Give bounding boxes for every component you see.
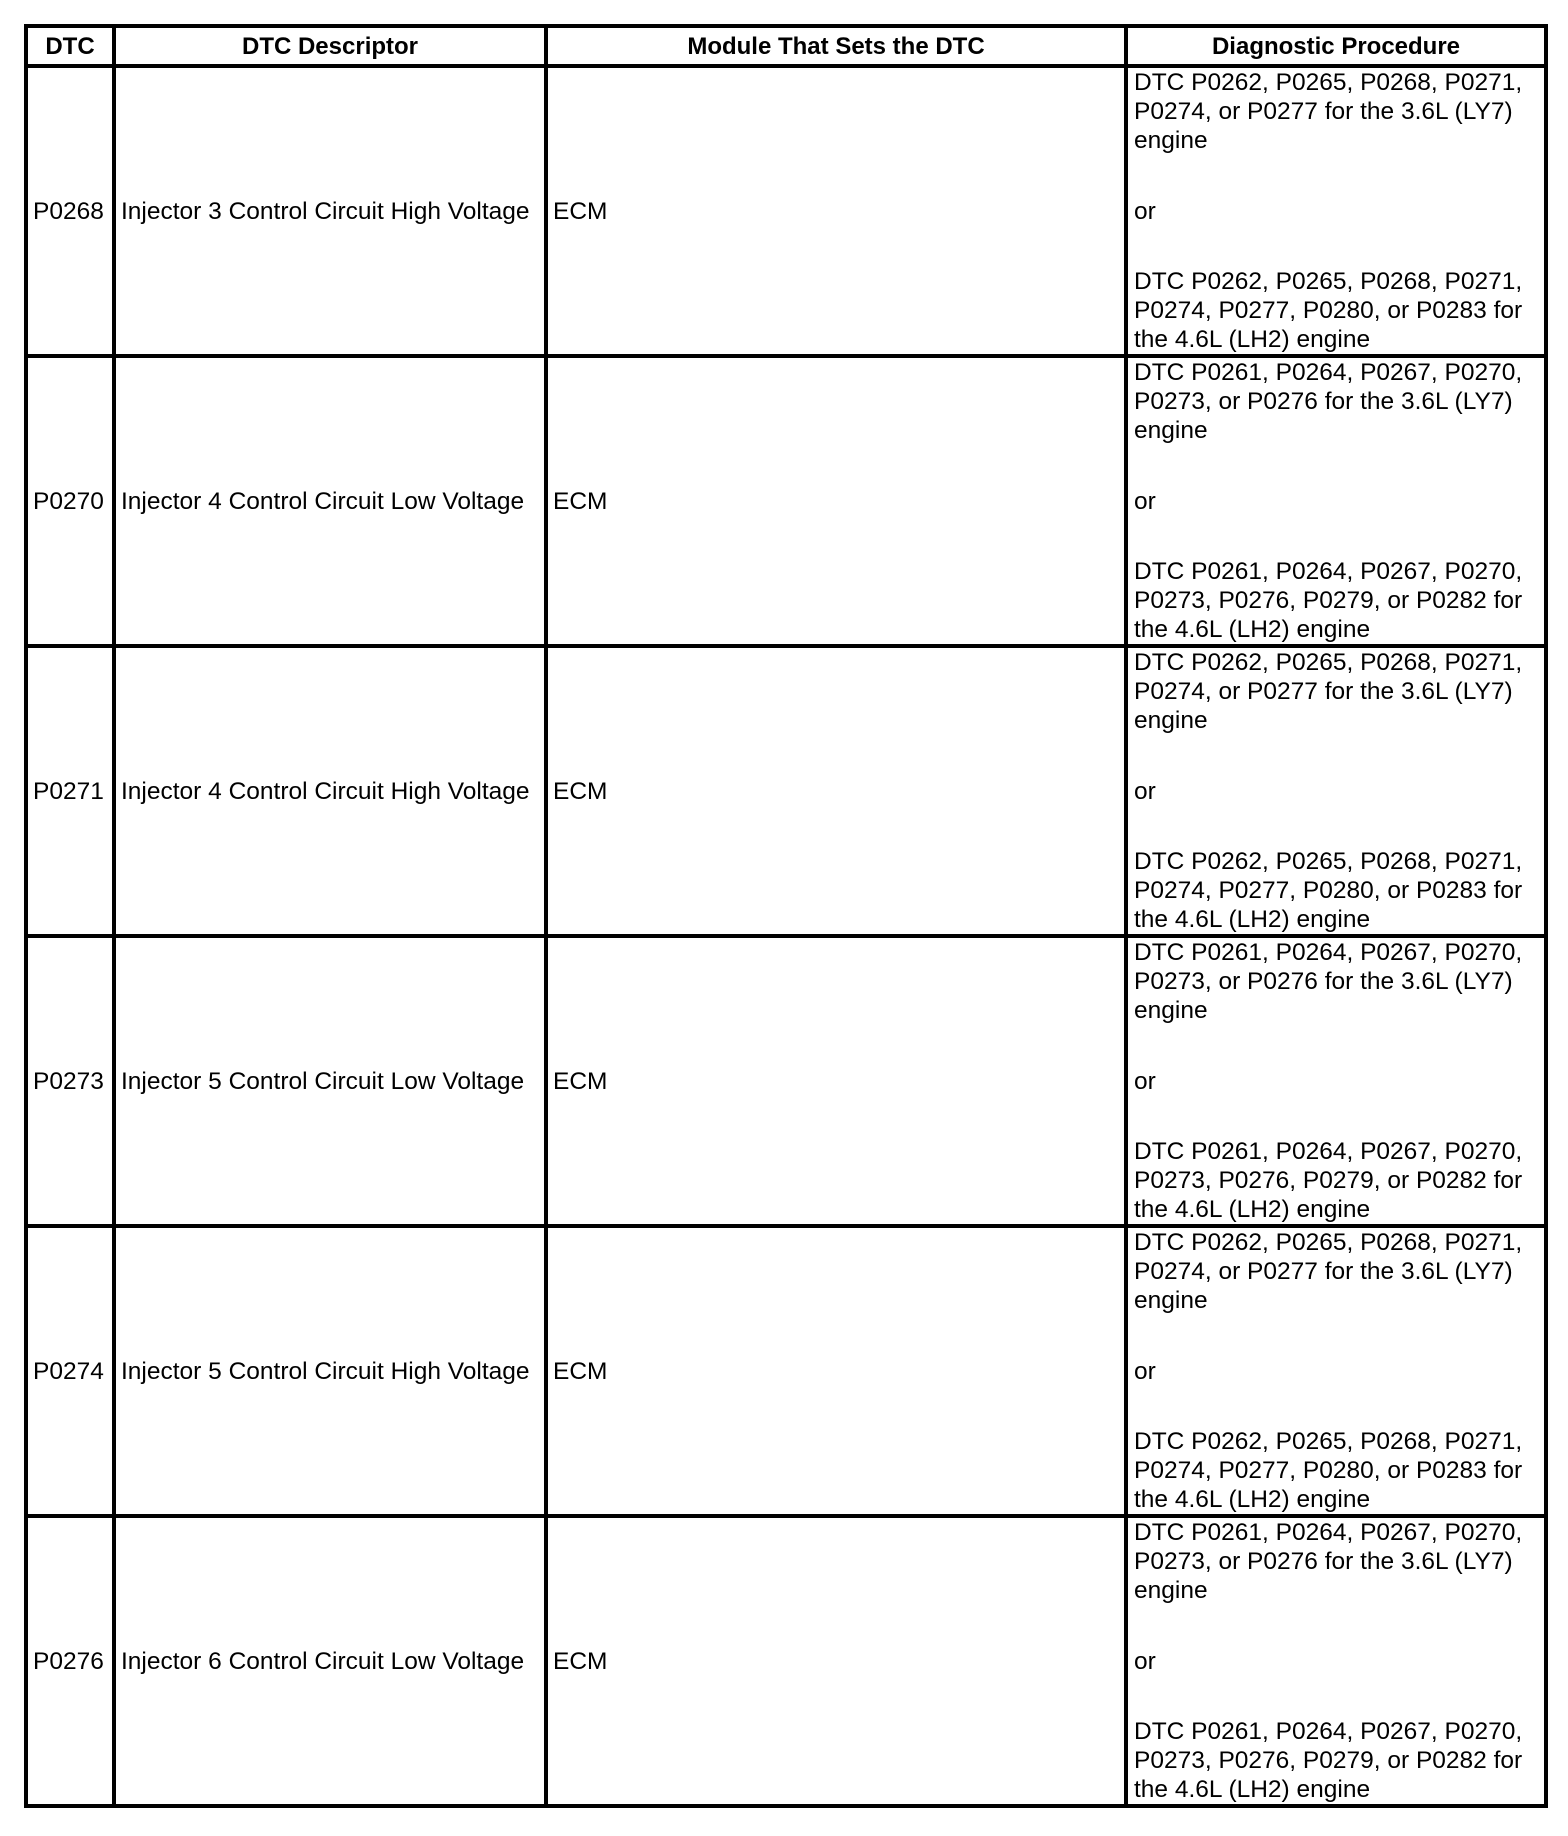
dtc-code: P0268 [26,66,114,356]
procedure-link-lh2[interactable]: DTC P0261, P0264, P0267, P0270, P0273, P0276, P0279, or P0282 for the 4.6L (LH2) engine [1134,558,1523,643]
dtc-code: P0273 [26,936,114,1226]
procedure-or: or [1134,487,1156,515]
table-row [26,1226,1546,1516]
table-row [26,936,1546,1226]
dtc-code: P0271 [26,646,114,936]
header-diagnostic-procedure: Diagnostic Procedure [1126,26,1546,66]
dtc-descriptor: Injector 4 Control Circuit Low Voltage [114,356,546,646]
dtc-code: P0276 [26,1516,114,1806]
dtc-descriptor: Injector 3 Control Circuit High Voltage [114,66,546,356]
header-module: Module That Sets the DTC [546,26,1126,66]
procedure-link-ly7[interactable]: DTC P0261, P0264, P0267, P0270, P0273, or P0276 for the 3.6L (LY7) engine [1134,939,1523,1024]
dtc-code: P0274 [26,1226,114,1516]
module-name: ECM [546,66,1126,356]
module-name: ECM [546,936,1126,1226]
procedure-link-ly7[interactable]: DTC P0261, P0264, P0267, P0270, P0273, or P0276 for the 3.6L (LY7) engine [1134,1519,1523,1604]
module-name: ECM [546,1226,1126,1516]
header-dtc-descriptor: DTC Descriptor [114,26,546,66]
dtc-code: P0270 [26,356,114,646]
diagnostic-procedure [1126,66,1546,356]
diagnostic-procedure [1126,646,1546,936]
procedure-or: or [1134,777,1156,805]
dtc-table [24,24,1548,1808]
header-row [26,26,1546,66]
diagnostic-procedure [1126,1226,1546,1516]
diagnostic-procedure [1126,1516,1546,1806]
procedure-link-lh2[interactable]: DTC P0262, P0265, P0268, P0271, P0274, P0277, P0280, or P0283 for the 4.6L (LH2) engine [1134,268,1523,353]
dtc-descriptor: Injector 5 Control Circuit Low Voltage [114,936,546,1226]
procedure-link-ly7[interactable]: DTC P0262, P0265, P0268, P0271, P0274, or P0277 for the 3.6L (LY7) engine [1134,1229,1523,1314]
procedure-link-ly7[interactable]: DTC P0261, P0264, P0267, P0270, P0273, or P0276 for the 3.6L (LY7) engine [1134,359,1523,444]
dtc-descriptor: Injector 5 Control Circuit High Voltage [114,1226,546,1516]
module-name: ECM [546,356,1126,646]
procedure-link-ly7[interactable]: DTC P0262, P0265, P0268, P0271, P0274, or P0277 for the 3.6L (LY7) engine [1134,649,1523,734]
procedure-or: or [1134,1357,1156,1385]
procedure-or: or [1134,1067,1156,1095]
dtc-descriptor: Injector 4 Control Circuit High Voltage [114,646,546,936]
module-name: ECM [546,646,1126,936]
dtc-descriptor: Injector 6 Control Circuit Low Voltage [114,1516,546,1806]
table-row [26,646,1546,936]
procedure-link-lh2[interactable]: DTC P0261, P0264, P0267, P0270, P0273, P0276, P0279, or P0282 for the 4.6L (LH2) engine [1134,1138,1523,1223]
table-header [26,26,1546,66]
procedure-or: or [1134,1647,1156,1675]
procedure-link-lh2[interactable]: DTC P0262, P0265, P0268, P0271, P0274, P0277, P0280, or P0283 for the 4.6L (LH2) engine [1134,848,1523,933]
procedure-link-lh2[interactable]: DTC P0261, P0264, P0267, P0270, P0273, P0276, P0279, or P0282 for the 4.6L (LH2) engine [1134,1718,1523,1803]
table-row [26,66,1546,356]
header-dtc: DTC [26,26,114,66]
diagnostic-procedure [1126,936,1546,1226]
procedure-link-ly7[interactable]: DTC P0262, P0265, P0268, P0271, P0274, or P0277 for the 3.6L (LY7) engine [1134,69,1523,154]
table-body [26,66,1546,1806]
procedure-link-lh2[interactable]: DTC P0262, P0265, P0268, P0271, P0274, P0277, P0280, or P0283 for the 4.6L (LH2) engine [1134,1428,1523,1513]
procedure-or: or [1134,197,1156,225]
module-name: ECM [546,1516,1126,1806]
diagnostic-procedure [1126,356,1546,646]
table-row [26,1516,1546,1806]
table-row [26,356,1546,646]
